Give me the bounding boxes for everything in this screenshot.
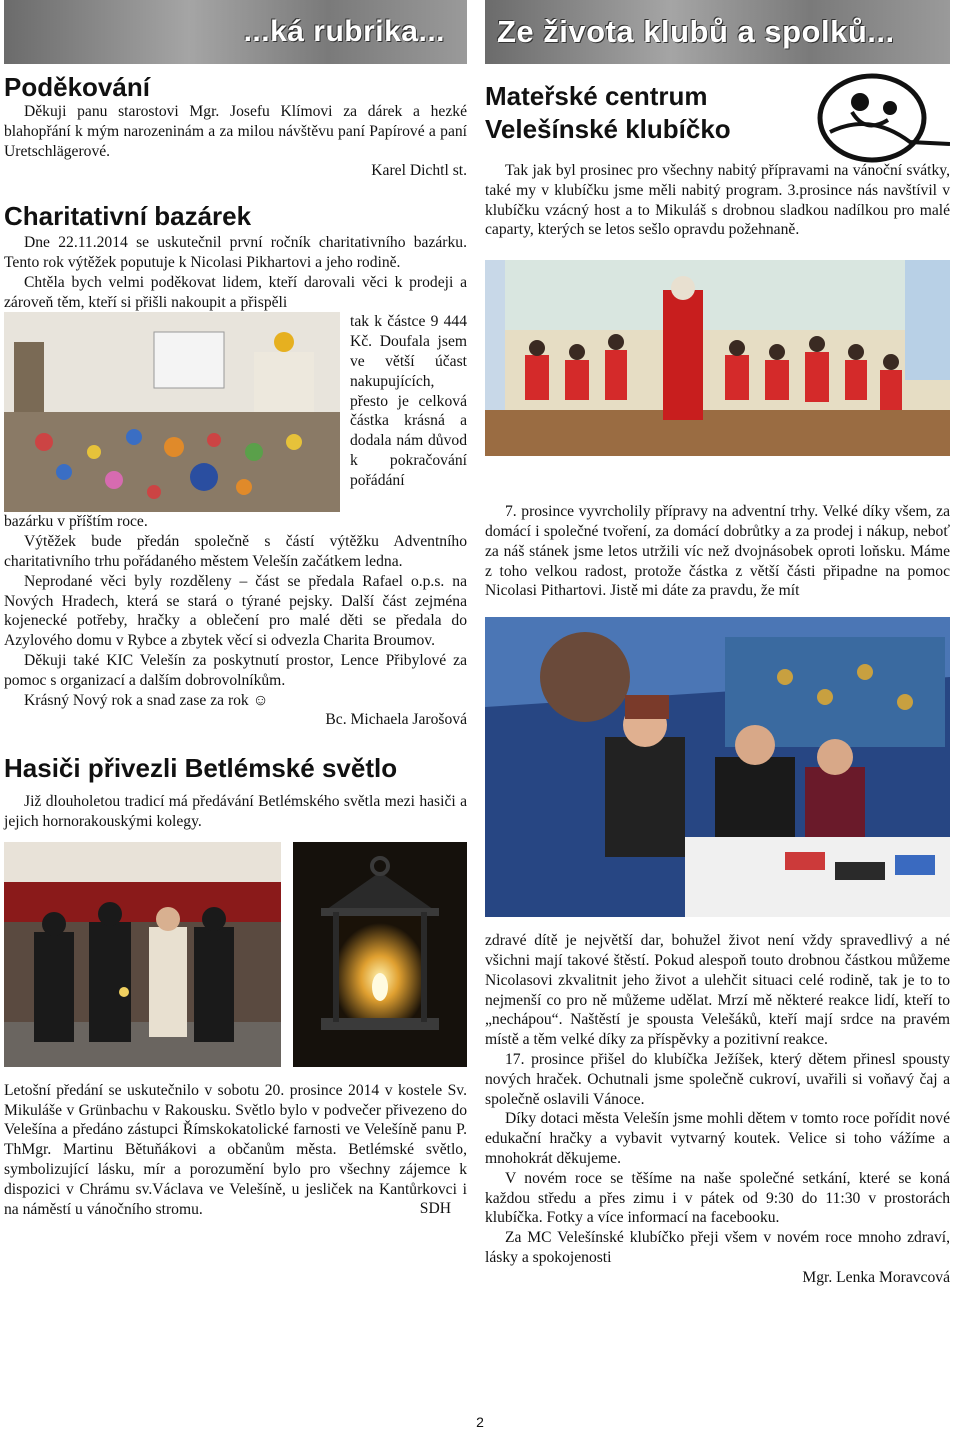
- bazaar-paragraph-4: Neprodané věci byly rozděleny – část se předala Rafael o.p.s. na Nových Hradech, která se stará o týrané pejsky. Další část zejména kojenecké potřeby, hračky a oblečení pro malé děti se předala do Azylového domu v Rybce a zbytek věcí si odvezla Charita Broumov.: [4, 572, 467, 650]
- firefighters-title: Hasiči přivezli Betlémské světlo: [4, 753, 398, 784]
- club-paragraph-2: 7. prosince vyvrcholily přípravy na adventní trhy. Velké díky všem, za domácí i společné tvoření, za domácí dobrůtky a za prodej i nákup, neboť za náš stánek jsme letos utržili víc než dvojnásobek oproti loňsku. Máme z toho velkou radost, protože částka z větší části připadne na pomoc Nicolasi Pithartovi. Jistě mi dáte za pravdu, že mít: [485, 503, 950, 600]
- club-paragraph-6: V novém roce se těšíme na naše společné setkání, které se koná každou středu a přes zimu i v pátek od 9:30 do 11:30 v prostorách klubíčka. Fotky a více informací na facebooku.: [485, 1169, 950, 1227]
- thanks-body: Děkuji panu starostovi Mgr. Josefu Klímovi za dárek a hezké blahopřání k mým narozeninám a za milou návštěvu paní Papírové a paní Uretschlägerové.: [4, 103, 467, 160]
- right-section-banner: Ze života klubů a spolků...: [485, 0, 950, 64]
- page-number: 2: [476, 1414, 484, 1430]
- market-photo: [485, 617, 950, 917]
- bazaar-photo: [4, 312, 340, 512]
- firefighters-signature: SDH: [419, 1200, 451, 1218]
- firefighters-photos: [4, 842, 467, 1067]
- club-paragraph-1: Tak jak byl prosinec pro všechny nabitý přípravami na vánoční svátky, také my v klubíčku jsme měli nabitý program. 3.prosince nás navštívil v klubíčku vzácný host a to Mikuláš s drobnou sladkou nadílkou pro malé caparty, kterých se letos sešlo opravdu požehnaně.: [485, 162, 950, 239]
- thanks-signature: Karel Dichtl st.: [371, 162, 467, 180]
- lantern-photo: [293, 842, 467, 1067]
- club-signature: Mgr. Lenka Moravcová: [802, 1268, 950, 1286]
- bazaar-title: Charitativní bazárek: [4, 201, 252, 232]
- bazaar-paragraph-5: Děkuji také KIC Velešín za poskytnutí prostor, Lence Přibylové za pomoc s organizací a dalším dobrovolníkům.: [4, 651, 467, 689]
- bazaar-paragraph-2-end: bazárku v příštím roce.: [4, 513, 148, 531]
- mikulas-photo: [485, 260, 950, 456]
- left-column: [4, 0, 467, 1219]
- right-column: [485, 0, 950, 1288]
- left-section-banner: ...ká rubrika...: [4, 0, 467, 64]
- bazaar-photo-row: [4, 312, 467, 512]
- bazaar-paragraph-2-wrap: tak k částce 9 444 Kč. Doufala jsem ve větší účast nakupujících, přesto je celková částka krásná a dodala nám důvod k pokračování pořádání: [350, 313, 467, 489]
- bazaar-paragraph-6: Krásný Nový rok a snad zase za rok ☺: [24, 691, 269, 709]
- club-paragraph-7: Za MC Velešínské klubíčko přeji všem v novém roce mnoho zdraví, lásky a spokojenosti: [485, 1229, 950, 1266]
- club-paragraph-5: Díky dotaci města Velešín jsme mohli dětem v tomto roce pořídit nové edukační hračky a vybavit vytvarný koutek. Velice si toho vážíme a mnohokrát děkujeme.: [485, 1110, 950, 1167]
- firefighters-intro: Již dlouholetou tradicí má předávání Betlémského světla mezi hasiči a jejich hornorakouskými kolegy.: [4, 793, 467, 830]
- club-paragraph-3: zdravé dítě je největší dar, bohužel život není vždy spravedlivý a né všichni mají takové štěstí. Pokud alespoň touto drobnou částkou můžeme Nicolasovi zkvalitnit jeho život a ulehčit situaci celé rodině, tak je to to nejmenší co pro ně můžeme udělat. Mrzí mě některé reakce lidí, kteří to „nechápou“. Naštěstí je spousta Velešáků, kteří mají srdce na pravém místě a těm velké díky za příspěvky a pozitivní reakce.: [485, 932, 950, 1049]
- firefighters-photo: [4, 842, 281, 1067]
- club-logo: [810, 72, 950, 164]
- firefighters-body: Letošní předání se uskutečnilo v sobotu 20. prosince 2014 v kostele Sv. Mikuláše v Grünbachu v Rakousku. Světlo bylo v podvečer přivezeno do Velešína a předáno zástupci Římskokatolické farnosti ve Velešíně panu P. ThMgr. Martinu Bětuňákovi a občanům města. Betlémské světlo, symbolizující lásku, mír a porozumění bylo pro všechny zájemce k dispozici v Chrámu sv.Václava ve Velešíně, u jesliček na Kantůrkovci i na náměstí u vánočního stromu.: [4, 1081, 467, 1218]
- club-paragraph-4: 17. prosince přišel do klubíčka Ježíšek, který dětem přinesl spousty nových hraček. Ochutnali jsme společně cukroví, uvařili si voňavý čaj a společně oslavili Vánoce.: [485, 1050, 950, 1108]
- bazaar-paragraph-3: Výtěžek bude předán společně s částí výtěžku Adventního charitativního trhu pořádaného městem Velešín začátkem ledna.: [4, 533, 467, 570]
- bazaar-paragraph-1: Dne 22.11.2014 se uskutečnil první ročník charitativního bazárku. Tento rok výtěžek poputuje k Nicolasi Pikhartovi a jeho rodině.: [4, 234, 467, 271]
- club-title-line-1: Mateřské centrum: [485, 81, 708, 111]
- bazaar-signature: Bc. Michaela Jarošová: [325, 711, 467, 729]
- club-header: [485, 80, 950, 155]
- club-title-line-2: Velešínské klubíčko: [485, 114, 731, 144]
- bazaar-paragraph-2: Chtěla bych velmi poděkovat lidem, kteří darovali věci k prodeji a zároveň těm, kteří si přišli nakoupit a přispěli: [4, 273, 467, 311]
- thanks-title: Poděkování: [4, 72, 150, 102]
